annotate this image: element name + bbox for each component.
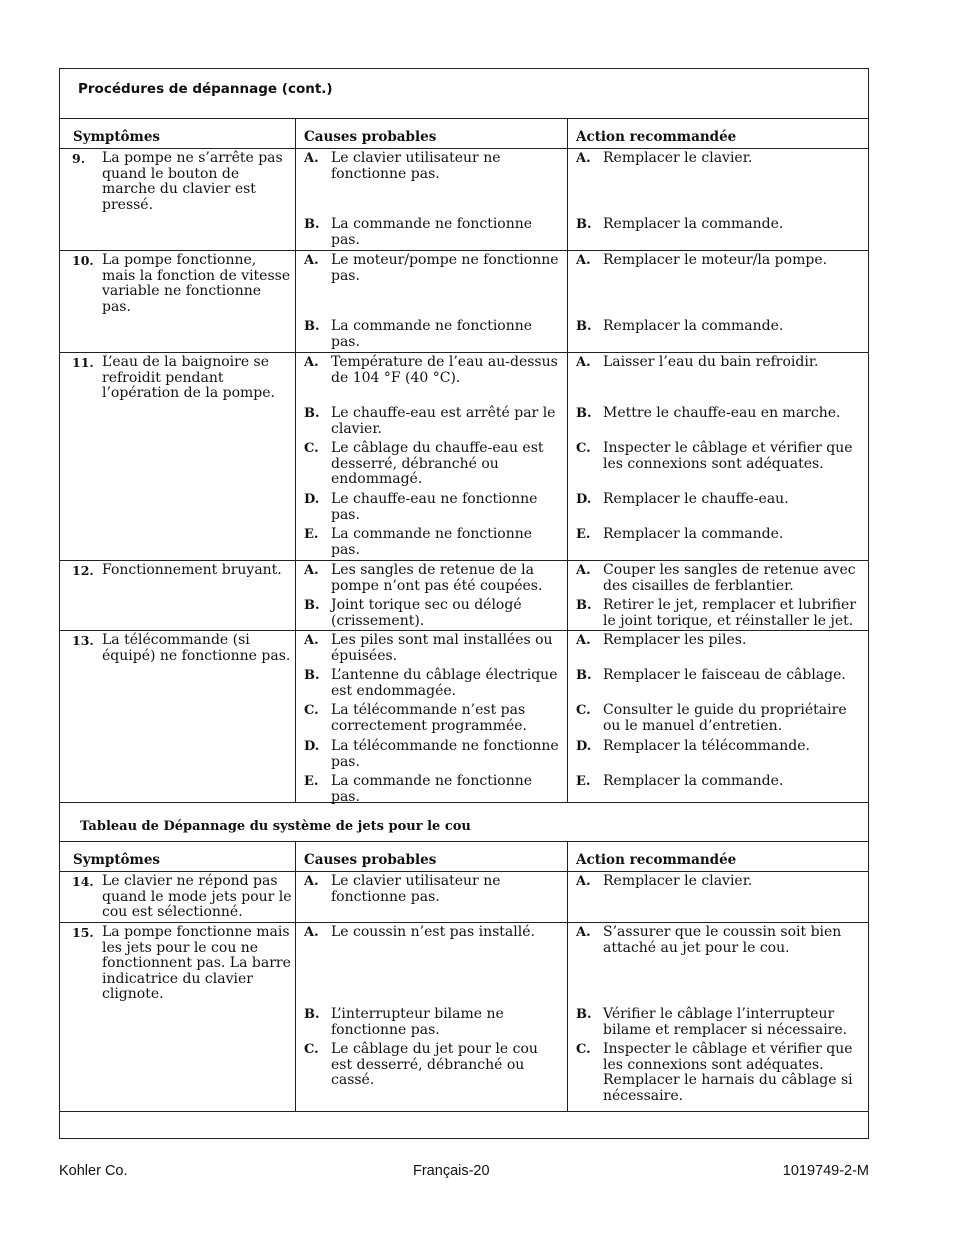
cause-text: La commande ne fonctionne pas. <box>331 773 533 805</box>
actions-cell <box>568 923 868 1111</box>
cause-letter: B. <box>304 319 320 334</box>
action-text: S’assurer que le coussin soit bien attaché au jet pour le cou. <box>603 924 842 956</box>
symptom-cell <box>60 251 296 352</box>
symptom-text: Fonctionnement bruyant. <box>102 562 282 578</box>
action-letter: A. <box>576 633 591 648</box>
action-text: Remplacer la télécommande. <box>603 738 810 754</box>
action-letter: B. <box>576 668 592 683</box>
action-letter: B. <box>576 1007 592 1022</box>
header-row <box>60 119 868 149</box>
actions-cell <box>568 561 868 630</box>
action-letter: C. <box>576 441 591 456</box>
action-letter: D. <box>576 739 592 754</box>
footer-document-number: 1019749-2-M <box>782 1163 869 1179</box>
cause-letter: A. <box>304 925 319 940</box>
footer-company: Kohler Co. <box>59 1163 128 1179</box>
action-letter: E. <box>576 774 591 789</box>
cause-text: Le clavier utilisateur ne fonctionne pas. <box>331 873 501 905</box>
cause-letter: B. <box>304 217 320 232</box>
table-row <box>60 561 868 631</box>
symptom-text: La télécommande (si équipé) ne fonctionne pas. <box>102 632 291 664</box>
actions-cell <box>568 149 868 250</box>
action-text: Remplacer le moteur/la pompe. <box>603 252 828 268</box>
cause-text: Le clavier utilisateur ne fonctionne pas. <box>331 150 501 182</box>
action-letter: B. <box>576 319 592 334</box>
symptom-text: La pompe fonctionne, mais la fonction de vitesse variable ne fonctionne pas. <box>102 252 291 315</box>
table-row <box>60 353 868 561</box>
header-row <box>60 842 868 872</box>
cause-text: La commande ne fonctionne pas. <box>331 318 533 350</box>
cause-text: L’antenne du câblage électrique est endommagée. <box>331 667 558 699</box>
cause-text: Le moteur/pompe ne fonctionne pas. <box>331 252 559 284</box>
symptom-cell <box>60 923 296 1111</box>
action-text: Remplacer la commande. <box>603 773 784 789</box>
action-letter: C. <box>576 1042 591 1057</box>
cause-text: Joint torique sec ou délogé (crissement). <box>331 597 522 629</box>
cause-text: Le câblage du jet pour le cou est desserré, débranché ou cassé. <box>331 1041 538 1088</box>
symptom-cell <box>60 149 296 250</box>
action-letter: B. <box>576 406 592 421</box>
table-row <box>60 251 868 353</box>
cause-letter: A. <box>304 151 319 166</box>
footer-page-number: Français-20 <box>413 1163 490 1179</box>
cause-text: Le coussin n’est pas installé. <box>331 924 535 940</box>
cause-text: L’interrupteur bilame ne fonctionne pas. <box>331 1006 504 1038</box>
symptom-number: 11. <box>72 355 94 370</box>
cause-text: Le chauffe-eau est arrêté par le clavier. <box>331 405 556 437</box>
table-row <box>60 149 868 251</box>
cause-letter: E. <box>304 527 319 542</box>
symptom-number: 14. <box>72 874 94 889</box>
symptom-number: 9. <box>72 151 86 166</box>
table-row <box>60 872 868 923</box>
table-row <box>60 923 868 1112</box>
header-actions: Action recommandée <box>576 129 737 145</box>
causes-cell <box>296 251 568 352</box>
action-text: Remplacer le clavier. <box>603 150 753 166</box>
action-text: Consulter le guide du propriétaire ou le manuel d’entretien. <box>603 702 847 734</box>
table-section-2 <box>60 842 868 1112</box>
causes-cell <box>296 631 568 805</box>
action-text: Laisser l’eau du bain refroidir. <box>603 354 819 370</box>
cause-text: La commande ne fonctionne pas. <box>331 526 533 558</box>
section-title-neck-jets: Tableau de Dépannage du système de jets pour le cou <box>60 813 868 842</box>
cause-letter: A. <box>304 563 319 578</box>
action-letter: D. <box>576 492 592 507</box>
symptom-text: Le clavier ne répond pas quand le mode jets pour le cou est sélectionné. <box>102 873 292 920</box>
action-text: Inspecter le câblage et vérifier que les connexions sont adéquates. <box>603 440 853 472</box>
cause-letter: C. <box>304 441 319 456</box>
causes-cell <box>296 149 568 250</box>
cause-text: La télécommande ne fonctionne pas. <box>331 738 559 770</box>
causes-cell <box>296 872 568 922</box>
actions-cell <box>568 631 868 802</box>
cause-text: Le câblage du chauffe-eau est desserré, débranché ou endommagé. <box>331 440 544 487</box>
action-text: Remplacer les piles. <box>603 632 747 648</box>
cause-letter: D. <box>304 739 320 754</box>
action-letter: C. <box>576 703 591 718</box>
causes-cell <box>296 561 568 630</box>
symptom-number: 15. <box>72 925 94 940</box>
action-letter: A. <box>576 925 591 940</box>
symptom-number: 13. <box>72 633 94 648</box>
action-text: Remplacer la commande. <box>603 318 784 334</box>
cause-letter: B. <box>304 598 320 613</box>
causes-cell <box>296 353 568 560</box>
cause-letter: A. <box>304 633 319 648</box>
action-text: Inspecter le câblage et vérifier que les connexions sont adéquates. Remplacer le harnais du câblage si nécessaire. <box>603 1041 853 1104</box>
action-text: Remplacer le faisceau de câblage. <box>603 667 846 683</box>
action-letter: A. <box>576 253 591 268</box>
action-text: Remplacer le chauffe-eau. <box>603 491 789 507</box>
header-symptoms: Symptômes <box>73 129 161 145</box>
header-causes: Causes probables <box>304 129 437 145</box>
action-text: Remplacer la commande. <box>603 526 784 542</box>
cause-letter: A. <box>304 355 319 370</box>
action-text: Remplacer le clavier. <box>603 873 753 889</box>
cause-text: Les piles sont mal installées ou épuisées. <box>331 632 553 664</box>
cause-letter: A. <box>304 253 319 268</box>
symptom-number: 12. <box>72 563 94 578</box>
symptom-text: La pompe fonctionne mais les jets pour le cou ne fonctionnent pas. La barre indicatrice du clavier clignote. <box>102 924 291 1002</box>
cause-letter: C. <box>304 703 319 718</box>
cause-text: La télécommande n’est pas correctement programmée. <box>331 702 527 734</box>
action-text: Vérifier le câblage l’interrupteur bilame et remplacer si nécessaire. <box>603 1006 848 1038</box>
section-title: Procédures de dépannage (cont.) <box>60 69 868 119</box>
action-letter: A. <box>576 355 591 370</box>
action-letter: A. <box>576 874 591 889</box>
symptom-text: L’eau de la baignoire se refroidit pendant l’opération de la pompe. <box>102 354 275 401</box>
cause-letter: A. <box>304 874 319 889</box>
cause-letter: B. <box>304 668 320 683</box>
action-text: Couper les sangles de retenue avec des cisailles de ferblantier. <box>603 562 856 594</box>
actions-cell <box>568 251 868 352</box>
symptom-number: 10. <box>72 253 94 268</box>
table-section-1 <box>60 119 868 803</box>
action-text: Remplacer la commande. <box>603 216 784 232</box>
cause-letter: D. <box>304 492 320 507</box>
cause-text: Température de l’eau au-dessus de 104 °F (40 °C). <box>331 354 558 386</box>
symptom-cell <box>60 561 296 630</box>
header-symptoms: Symptômes <box>73 852 161 868</box>
action-letter: E. <box>576 527 591 542</box>
action-letter: A. <box>576 563 591 578</box>
symptom-cell <box>60 872 296 922</box>
causes-cell <box>296 923 568 1111</box>
actions-cell <box>568 872 868 922</box>
cause-letter: B. <box>304 1007 320 1022</box>
actions-cell <box>568 353 868 560</box>
cause-text: Les sangles de retenue de la pompe n’ont pas été coupées. <box>331 562 543 594</box>
header-causes: Causes probables <box>304 852 437 868</box>
action-text: Mettre le chauffe-eau en marche. <box>603 405 841 421</box>
action-letter: B. <box>576 598 592 613</box>
symptom-text: La pompe ne s’arrête pas quand le bouton de marche du clavier est pressé. <box>102 150 283 213</box>
action-letter: B. <box>576 217 592 232</box>
action-text: Retirer le jet, remplacer et lubrifier le joint torique, et réinstaller le jet. <box>603 597 857 629</box>
cause-letter: C. <box>304 1042 319 1057</box>
header-actions: Action recommandée <box>576 852 737 868</box>
cause-text: La commande ne fonctionne pas. <box>331 216 533 248</box>
cause-letter: B. <box>304 406 320 421</box>
action-letter: A. <box>576 151 591 166</box>
troubleshooting-table <box>59 68 869 1139</box>
symptom-cell <box>60 353 296 560</box>
cause-letter: E. <box>304 774 319 789</box>
table-row <box>60 631 868 803</box>
cause-text: Le chauffe-eau ne fonctionne pas. <box>331 491 538 523</box>
symptom-cell <box>60 631 296 802</box>
